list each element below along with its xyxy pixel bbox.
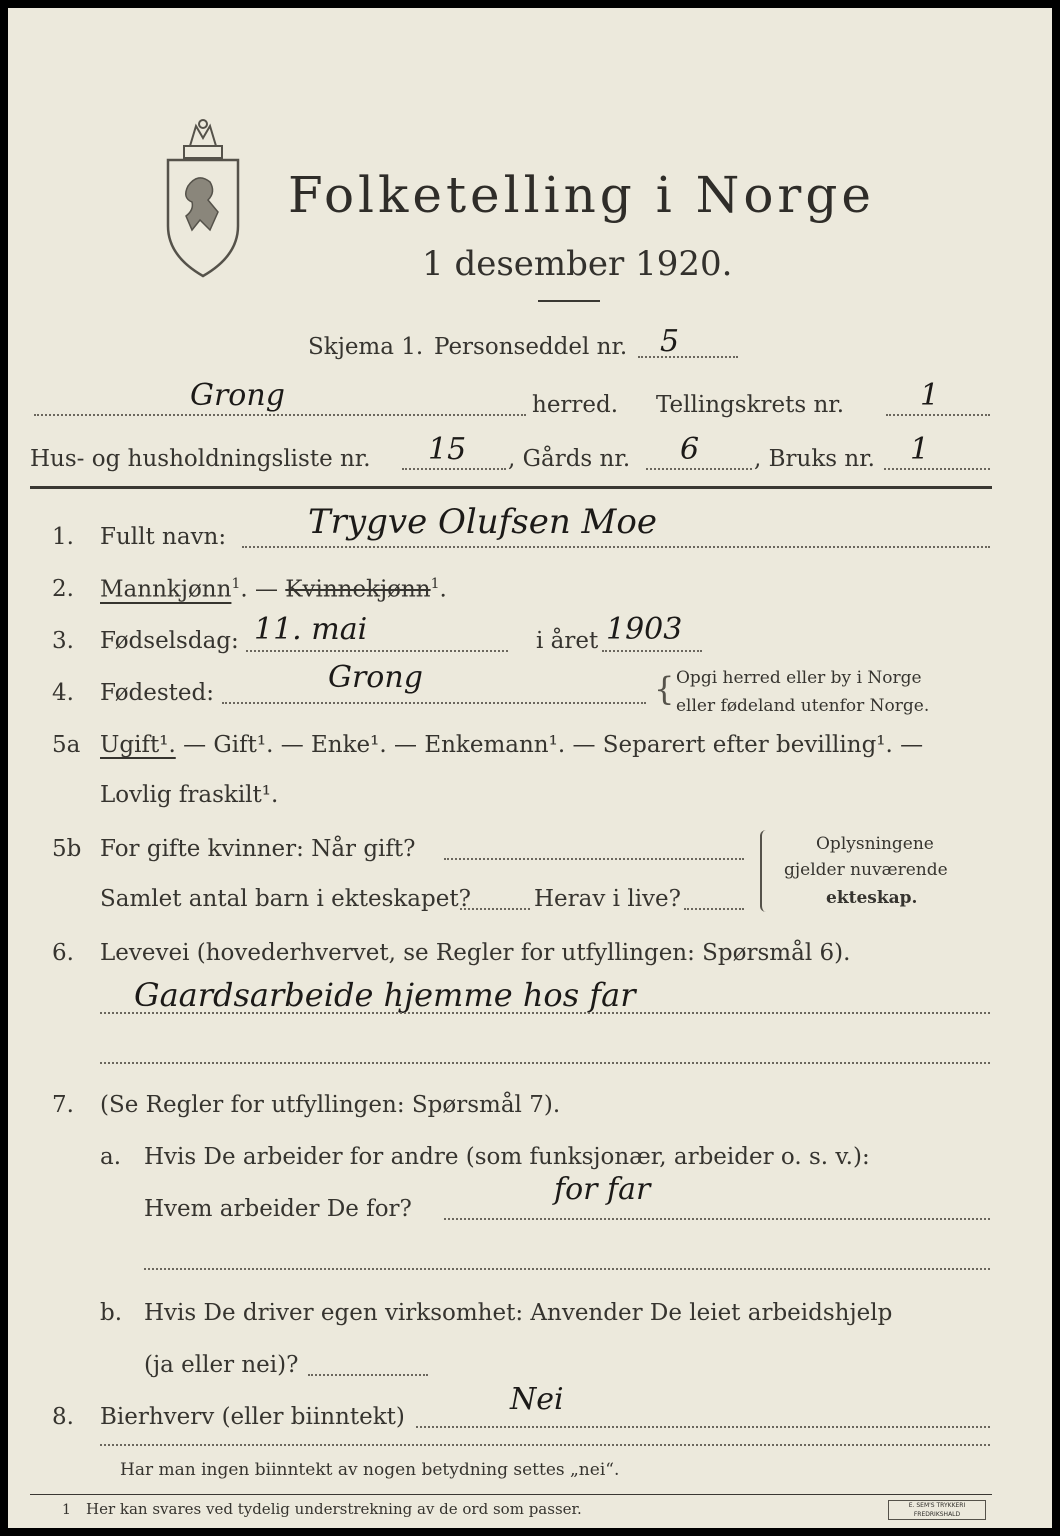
q5b-note-line1: Oplysningene	[816, 834, 934, 854]
q3-year-label: i året	[536, 628, 599, 654]
tellingskrets-label: Tellingskrets nr.	[656, 392, 845, 418]
q7b-text: Hvis De driver egen virksomhet: Anvender De leiet arbeidshjelp	[144, 1300, 893, 1326]
q1-line	[242, 546, 990, 548]
q2-female-option: Kvinnekjønn	[285, 576, 431, 603]
q2-end: .	[439, 576, 447, 603]
q4-label: Fødested:	[100, 680, 215, 706]
bruks-label: , Bruks nr.	[754, 446, 875, 472]
q7a-line2	[144, 1268, 990, 1270]
q8-number: 8.	[52, 1404, 74, 1430]
gards-label: , Gårds nr.	[508, 446, 631, 472]
hus-value: 15	[428, 432, 467, 467]
q5a-selected-option: Ugift¹.	[100, 732, 176, 758]
hus-line	[402, 468, 506, 470]
q4-note-line2: eller fødeland utenfor Norge.	[676, 696, 930, 716]
q1-full-name-value: Trygve Olufsen Moe	[308, 502, 657, 542]
coat-of-arms-icon	[160, 116, 246, 280]
q1-number: 1.	[52, 524, 74, 550]
q6-line1	[100, 1012, 990, 1014]
q7a-who-label: Hvem arbeider De for?	[144, 1196, 412, 1222]
schema-label: Skjema 1.	[308, 334, 424, 360]
printer-stamp: E. SEM'S TRYKKERI FREDRIKSHALD	[888, 1500, 986, 1520]
tellingskrets-line	[886, 414, 990, 416]
form-title: Folketelling i Norge	[288, 166, 875, 224]
herred-label: herred.	[532, 392, 619, 418]
gards-value: 6	[680, 432, 700, 467]
q5b-number: 5b	[52, 836, 82, 862]
q5b-children-label: Samlet antal barn i ekteskapet?	[100, 886, 471, 912]
q4-number: 4.	[52, 680, 74, 706]
q8-line2	[100, 1444, 990, 1446]
q8-line	[416, 1426, 990, 1428]
footer-note: Har man ingen biinntekt av nogen betydning settes „nei“.	[120, 1460, 620, 1480]
q7a-employer-value: for far	[554, 1172, 651, 1207]
tellingskrets-value: 1	[920, 378, 940, 413]
bruks-value: 1	[910, 432, 930, 467]
q3-year-value: 1903	[606, 612, 683, 647]
q6-line2	[100, 1062, 990, 1064]
q4-note-line1: Opgi herred eller by i Norge	[676, 668, 922, 688]
bruks-line	[884, 468, 990, 470]
q7b-letter: b.	[100, 1300, 123, 1326]
q7b-line	[308, 1374, 428, 1376]
gards-line	[646, 468, 752, 470]
q5b-married-line	[444, 858, 744, 860]
q5b-note-line2: gjelder nuværende	[784, 860, 948, 880]
q7a-letter: a.	[100, 1144, 122, 1170]
q8-side-income-value: Nei	[510, 1382, 564, 1417]
herred-line	[34, 414, 526, 416]
q5b-note-line3: ekteskap.	[826, 888, 918, 908]
q5a-divorced-option: Lovlig fraskilt¹.	[100, 782, 279, 808]
q5a-number: 5a	[52, 732, 81, 758]
q2-number: 2.	[52, 576, 74, 602]
q5b-bracket	[760, 830, 772, 912]
q3-day-line	[246, 650, 508, 652]
q3-birthday-value: 11. mai	[254, 612, 368, 647]
herred-value: Grong	[190, 378, 285, 413]
q5b-alive-line	[684, 908, 744, 910]
q6-occupation-value: Gaardsarbeide hjemme hos far	[134, 976, 636, 1014]
q4-brace: {	[654, 670, 675, 708]
personseddel-value: 5	[660, 324, 680, 359]
census-form	[8, 8, 1052, 1528]
q5b-children-line	[460, 908, 530, 910]
hus-label: Hus- og husholdningsliste nr.	[30, 446, 371, 472]
q2-sex-options: Mannkjønn$^1$. — Kvinnekjønn$^1$.	[100, 576, 447, 603]
q3-number: 3.	[52, 628, 74, 654]
footnote-text: Her kan svares ved tydelig understrekning av de ord som passer.	[86, 1500, 582, 1518]
q6-number: 6.	[52, 940, 74, 966]
q3-label: Fødselsdag:	[100, 628, 239, 654]
q7a-text: Hvis De arbeider for andre (som funksjonær, arbeider o. s. v.):	[144, 1144, 870, 1170]
q5a-other-options: — Gift¹. — Enke¹. — Enkemann¹. — Separert efter bevilling¹. —	[183, 732, 924, 758]
footer-rule	[30, 1494, 992, 1495]
q7-number: 7.	[52, 1092, 74, 1118]
form-date: 1 desember 1920.	[422, 244, 733, 284]
q7a-who-line	[444, 1218, 990, 1220]
q5a-options	[100, 732, 923, 758]
q2-separator: . —	[240, 576, 278, 603]
q5b-alive-label: Herav i live?	[534, 886, 681, 912]
q7b-text2: (ja eller nei)?	[144, 1352, 299, 1378]
personseddel-label: Personseddel nr.	[434, 334, 628, 360]
q5b-label: For gifte kvinner: Når gift?	[100, 836, 416, 862]
q4-line	[222, 702, 646, 704]
q2-male-option: Mannkjønn	[100, 576, 232, 603]
q1-label: Fullt navn:	[100, 524, 227, 550]
q7-label: (Se Regler for utfyllingen: Spørsmål 7).	[100, 1092, 561, 1118]
q8-label: Bierhverv (eller biinntekt)	[100, 1404, 405, 1430]
title-divider	[538, 300, 600, 302]
q4-birthplace-value: Grong	[328, 660, 423, 695]
footnote-number: 1	[62, 1502, 71, 1518]
q6-label: Levevei (hovederhvervet, se Regler for utfyllingen: Spørsmål 6).	[100, 940, 851, 966]
q3-year-line	[602, 650, 702, 652]
personseddel-line	[638, 356, 738, 358]
header-rule	[30, 486, 992, 489]
